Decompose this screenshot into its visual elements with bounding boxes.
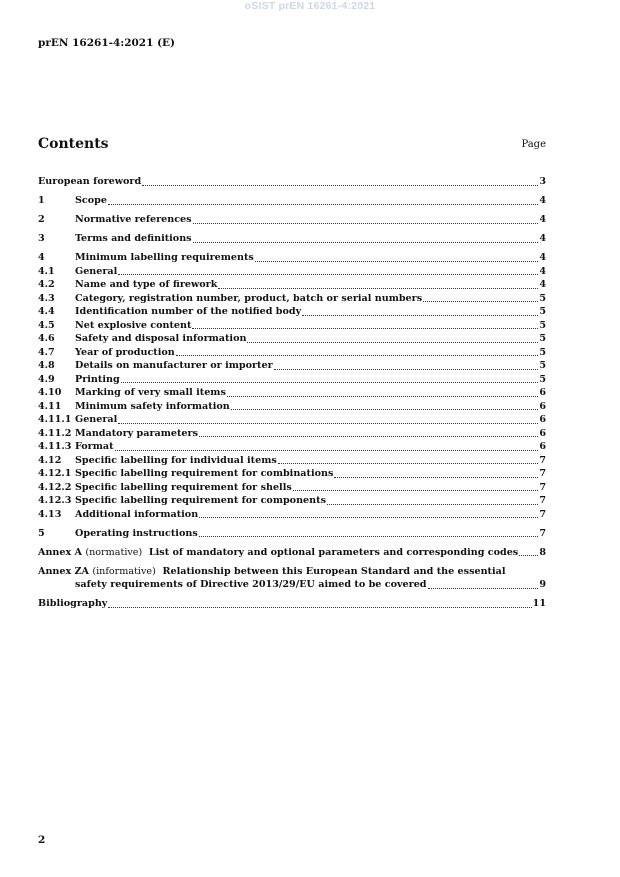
toc-leader-dots [108,606,531,608]
toc-entry[interactable] [38,508,546,522]
toc-entry-page: 3 [539,176,546,187]
toc-entry-number: 4.1 [38,265,55,277]
toc-entry-title: Identification number of the notified body [75,306,302,317]
toc-entry-page: 7 [539,527,546,539]
toc-entry-page: 4 [539,214,546,225]
page-column-label: Page [521,139,546,150]
watermark: oSIST prEN 16261-4:2021 [244,0,376,12]
toc-leader-dots [121,381,539,383]
toc-entry[interactable] [38,319,546,333]
toc-entry-title: Specific labelling requirement for shells [75,481,292,493]
toc-leader-dots [302,314,538,316]
toc-leader-dots [227,395,538,397]
toc-entry-title: Specific labelling requirement for components [75,495,326,506]
toc-entry-number: 1 [38,195,45,206]
toc-entry-title: Operating instructions [75,527,198,539]
toc-entry-title: Format [75,441,114,452]
bibliography-title: Bibliography [38,598,108,609]
toc-entry[interactable] [38,251,546,265]
toc-entry-number: 5 [38,527,45,539]
toc-entry-page: 6 [539,387,546,398]
toc-entry-page: 6 [539,400,546,412]
toc-entry-page: 5 [539,373,546,385]
toc-entry[interactable] [38,332,546,346]
toc-entry-page: 4 [539,195,546,206]
toc-entry-list [38,175,546,540]
toc-entry-number: 4.2 [38,279,55,290]
toc-entry[interactable] [38,494,546,508]
toc-entry-number: 4.4 [38,306,55,317]
toc-leader-dots [193,222,539,224]
page-number: 2 [38,834,46,846]
toc-leader-dots [327,503,538,505]
toc-entry-number: 4 [38,252,45,263]
toc-entry[interactable] [38,359,546,373]
toc-leader-dots [118,422,538,424]
toc-entry[interactable] [38,346,546,360]
toc-entry-title: Details on manufacturer or importer [75,360,273,371]
toc-entry-number: 4.5 [38,319,55,331]
toc-entry-title: Name and type of firework [75,279,218,290]
toc-entry-page: 7 [539,495,546,506]
toc-entry-number: 3 [38,233,45,244]
toc-entry-title: Marking of very small items [75,387,226,398]
toc-entry-page: 4 [539,265,546,277]
toc-leader-dots [519,554,538,556]
toc-entry-title: Category, registration number, product, batch or serial numbers [75,292,423,304]
toc-leader-dots [278,462,539,464]
toc-leader-dots [118,273,538,275]
toc-entry[interactable] [38,265,546,279]
toc-entry-page: 6 [539,427,546,439]
toc-leader-dots [142,184,538,186]
document-id-header: prEN 16261-4:2021 (E) [38,37,176,49]
toc-entry-title: Scope [75,195,107,206]
bibliography-page: 11 [532,598,546,609]
toc-entry[interactable] [38,232,546,246]
toc-entry[interactable] [38,175,546,189]
annex-za-page: 9 [539,579,546,590]
toc-leader-dots [199,535,539,537]
toc-entry-page: 5 [539,333,546,344]
annex-za-label: Annex ZA [38,565,90,577]
toc-entry-title: Terms and definitions [75,233,192,244]
toc-entry-page: 4 [539,233,546,244]
toc-leader-dots [274,368,539,370]
toc-entry-number: 4.10 [38,387,62,398]
toc-entry-number: 4.11.3 [38,441,72,452]
annex-a-title: List of mandatory and optional parameters and corresponding codes [148,546,519,558]
toc-entry-title: Specific labelling requirement for combinations [75,468,334,479]
toc-entry-title: Minimum labelling requirements [75,252,254,263]
toc-entry-page: 5 [539,319,546,331]
toc-entry[interactable] [38,467,546,481]
toc-entry-number: 4.6 [38,333,55,344]
toc-leader-dots [199,435,538,437]
toc-entry-number: 4.9 [38,373,55,385]
toc-entry-number: 4.12.1 [38,468,72,479]
toc-entry[interactable] [38,292,546,306]
toc-entry[interactable] [38,527,546,541]
toc-entry-page: 6 [539,441,546,452]
toc-entry-title: General [75,265,118,277]
toc-entry-page: 5 [539,346,546,358]
toc-leader-dots [115,449,539,451]
toc-entry-page: 7 [539,508,546,520]
toc-entry-number: 4.8 [38,360,55,371]
toc-entry[interactable] [38,386,546,400]
toc-entry-bibliography[interactable] [38,597,546,611]
toc-leader-dots [193,241,539,243]
toc-entry-title: Minimum safety information [75,400,230,412]
toc-leader-dots [176,354,539,356]
toc-entry-number: 4.12 [38,454,62,466]
toc-leader-dots [255,260,538,262]
toc-entry-annex-za[interactable] [38,565,546,592]
toc-leader-dots [108,203,538,205]
toc-entry-number: 2 [38,214,45,225]
toc-leader-dots [423,300,538,302]
toc-entry[interactable] [38,278,546,292]
toc-leader-dots [199,516,538,518]
toc-entry-title: Safety and disposal information [75,333,247,344]
toc-entry[interactable] [38,481,546,495]
toc-entry-page: 5 [539,292,546,304]
toc-entry-page: 6 [539,414,546,425]
toc-leader-dots [231,408,539,410]
annex-a-page: 8 [539,546,546,558]
toc-entry-annex-a[interactable] [38,546,546,560]
toc-entry[interactable] [38,305,546,319]
annex-za-type: (informative) [92,565,156,577]
toc-entry-page: 7 [539,481,546,493]
toc-entry[interactable] [38,413,546,427]
toc-leader-dots [293,489,539,491]
toc-entry-title: Mandatory parameters [75,427,198,439]
toc-entry[interactable] [38,373,546,387]
toc-leader-dots [247,341,538,343]
toc-leader-dots [428,587,539,589]
toc-entry[interactable] [38,427,546,441]
toc-entry[interactable] [38,194,546,208]
toc-entry-page: 5 [539,360,546,371]
toc-entry-page: 4 [539,279,546,290]
toc-entry-number: 4.11.1 [38,414,72,425]
toc-entry-page: 4 [539,252,546,263]
toc-entry-title: Year of production [75,346,175,358]
toc-entry[interactable] [38,400,546,414]
toc-entry-title: Additional information [75,508,199,520]
toc-entry-number: 4.12.2 [38,481,72,493]
toc-entry-number: 4.11 [38,400,62,412]
toc-entry-title: Specific labelling for individual items [75,454,277,466]
toc-entry-number: 4.12.3 [38,495,72,506]
toc-entry[interactable] [38,440,546,454]
toc-entry-page: 7 [539,468,546,479]
toc-entry-title: Net explosive content [75,319,192,331]
annex-za-title-line1: Relationship between this European Standard and the essential [162,565,506,577]
toc-entry-title: European foreword [38,176,142,187]
toc-entry-title: Normative references [75,214,192,225]
toc-leader-dots [192,327,538,329]
toc-entry-page: 7 [539,454,546,466]
toc-leader-dots [334,476,538,478]
toc-entry-page: 5 [539,306,546,317]
toc-entry[interactable] [38,213,546,227]
toc-entry-number: 4.13 [38,508,62,520]
annex-za-title-line2: safety requirements of Directive 2013/29/EU aimed to be covered [75,579,427,590]
toc-entry[interactable] [38,454,546,468]
toc-entry-title: General [75,414,118,425]
annex-a-type: (normative) [85,546,143,558]
contents-title: Contents [38,136,109,152]
toc-leader-dots [218,287,538,289]
toc-entry-number: 4.3 [38,292,55,304]
toc-entry-number: 4.7 [38,346,55,358]
toc-entry-title: Printing [75,373,120,385]
annex-a-label: Annex A [38,546,83,558]
table-of-contents [38,175,546,611]
toc-entry-number: 4.11.2 [38,427,72,439]
